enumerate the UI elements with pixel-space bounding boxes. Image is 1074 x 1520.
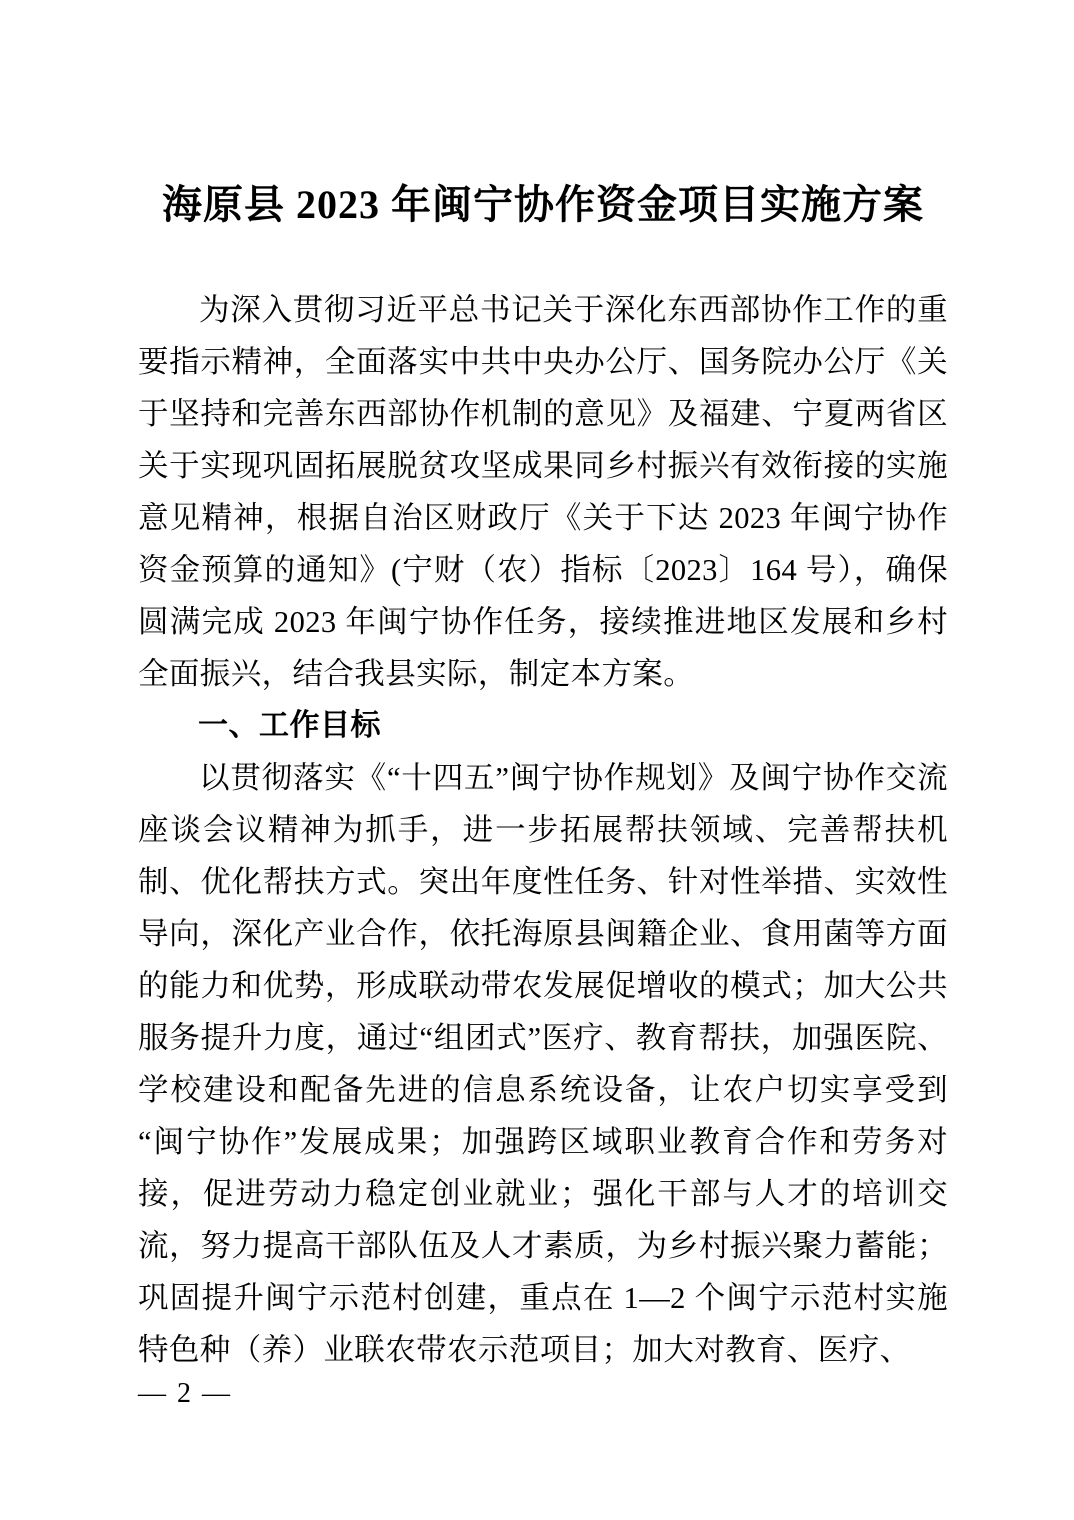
- section-heading-work-objectives: 一、工作目标: [198, 709, 381, 742]
- document-body: [138, 0, 948, 1376]
- paragraph-intro: 为深入贯彻习近平总书记关于深化东西部协作工作的重要指示精神，全面落实中共中央办公厅、国务院办公厅《关于坚持和完善东西部协作机制的意见》及福建、宁夏两省区关于实现巩固拓展脱贫攻坚成果同乡村振兴有效衔接的实施意见精神，根据自治区财政厅《关于下达 2023 年闽宁协作资金预算的通知》(宁财（农）指标〔2023〕164 号），确保圆满完成 2023 年闽宁协作任务，接续推进地区发展和乡村全面振兴，结合我县实际，制定本方案。: [138, 293, 948, 691]
- page-number: — 2 —: [138, 1378, 232, 1409]
- paragraph-work-objectives: 以贯彻落实《“十四五”闽宁协作规划》及闽宁协作交流座谈会议精神为抓手，进一步拓展帮扶领域、完善帮扶机制、优化帮扶方式。突出年度性任务、针对性举措、实效性导向，深化产业合作，依托海原县闽籍企业、食用菌等方面的能力和优势，形成联动带农发展促增收的模式；加大公共服务提升力度，通过“组团式”医疗、教育帮扶，加强医院、学校建设和配备先进的信息系统设备，让农户切实享受到“闽宁协作”发展成果；加强跨区域职业教育合作和劳务对接，促进劳动力稳定创业就业；强化干部与人才的培训交流，努力提高干部队伍及人才素质，为乡村振兴聚力蓄能；巩固提升闽宁示范村创建，重点在 1—2 个闽宁示范村实施特色种（养）业联农带农示范项目；加大对教育、医疗、: [138, 761, 948, 1367]
- page-title: 海原县 2023 年闽宁协作资金项目实施方案: [162, 182, 924, 227]
